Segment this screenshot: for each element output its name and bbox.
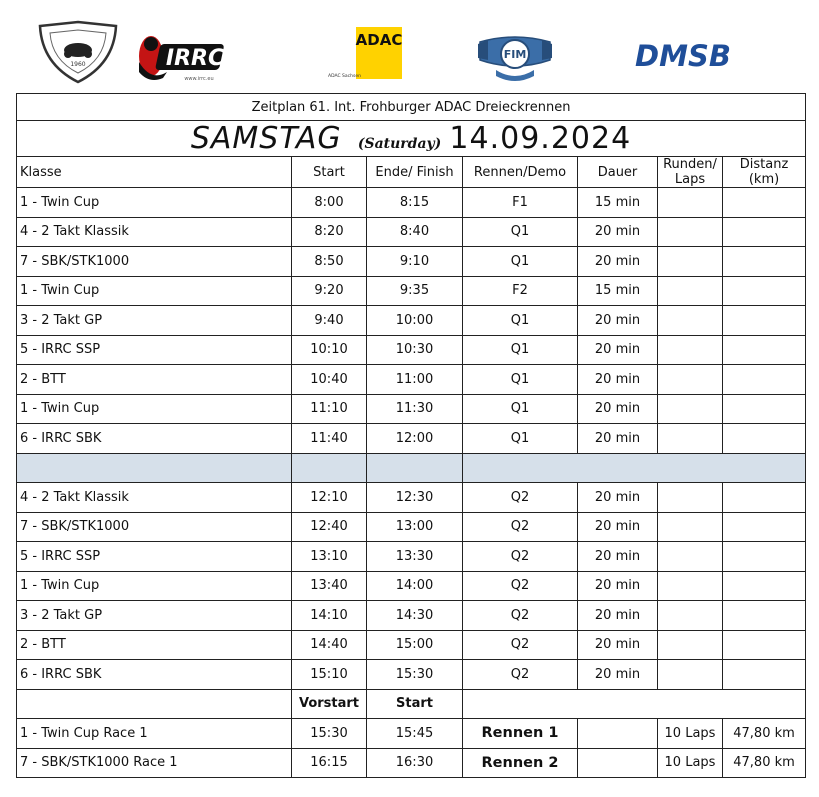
cell-distanz: 47,80 km <box>723 748 806 778</box>
cell-distanz <box>723 601 806 631</box>
header-runden-line2: Laps <box>674 172 706 187</box>
cell-klasse: 6 - IRRC SBK <box>17 424 292 454</box>
table-row <box>17 276 806 306</box>
cell-distanz <box>723 571 806 601</box>
cell-start: 8:00 <box>292 188 367 218</box>
table-row <box>17 660 806 690</box>
cell-rennen: Rennen 2 <box>463 748 578 778</box>
header-race-start: Start <box>367 689 463 719</box>
cell-klasse: 2 - BTT <box>17 365 292 395</box>
header-start: Start <box>292 157 367 188</box>
frohburger-dreieck-logo <box>36 20 120 84</box>
sponsor-logo-strip <box>0 0 819 90</box>
table-row <box>17 630 806 660</box>
cell-ende: 14:00 <box>367 571 463 601</box>
cell-rennen: Q1 <box>463 335 578 365</box>
cell-start: 12:40 <box>292 512 367 542</box>
cell-start: 15:45 <box>367 719 463 749</box>
cell-runden <box>658 188 723 218</box>
race-header-row <box>17 689 806 719</box>
cell-distanz <box>723 660 806 690</box>
cell-dauer: 15 min <box>578 276 658 306</box>
cell-distanz <box>723 306 806 336</box>
cell-vorstart: 15:30 <box>292 719 367 749</box>
cell-ende: 12:00 <box>367 424 463 454</box>
break-row <box>17 453 806 483</box>
cell-runden <box>658 542 723 572</box>
header-ende: Ende/ Finish <box>367 157 463 188</box>
table-row <box>17 217 806 247</box>
cell-distanz <box>723 276 806 306</box>
cell-start: 8:20 <box>292 217 367 247</box>
header-dauer: Dauer <box>578 157 658 188</box>
cell-laps: 10 Laps <box>658 719 723 749</box>
cell-distanz <box>723 424 806 454</box>
header-distanz-line1: Distanz <box>739 157 789 172</box>
day-heading <box>17 121 806 157</box>
column-header-row <box>17 157 806 188</box>
cell-start: 10:10 <box>292 335 367 365</box>
cell-klasse: 1 - Twin Cup <box>17 571 292 601</box>
cell-runden <box>658 335 723 365</box>
day-row <box>17 121 806 157</box>
cell-start: 14:10 <box>292 601 367 631</box>
cell-klasse: 3 - 2 Takt GP <box>17 601 292 631</box>
cell-ende: 10:00 <box>367 306 463 336</box>
cell-klasse: 1 - Twin Cup Race 1 <box>17 719 292 749</box>
table-row <box>17 188 806 218</box>
table-row <box>17 365 806 395</box>
cell-rennen: Q2 <box>463 571 578 601</box>
cell-laps: 10 Laps <box>658 748 723 778</box>
cell-start: 11:10 <box>292 394 367 424</box>
day-name: SAMSTAG <box>190 121 342 156</box>
cell-rennen: Q2 <box>463 512 578 542</box>
cell-dauer: 20 min <box>578 512 658 542</box>
cell-runden <box>658 571 723 601</box>
dmsb-logo <box>610 40 756 72</box>
adac-sub-text: ADAC Sachsen <box>328 74 361 79</box>
header-distanz-line2: (km) <box>748 172 780 187</box>
cell-rennen: Q2 <box>463 630 578 660</box>
cell-start: 13:10 <box>292 542 367 572</box>
cell-dauer: 20 min <box>578 630 658 660</box>
cell-distanz <box>723 630 806 660</box>
table-row <box>17 512 806 542</box>
cell-dauer: 20 min <box>578 542 658 572</box>
cell-runden <box>658 394 723 424</box>
cell-klasse: 1 - Twin Cup <box>17 276 292 306</box>
irrc-url-text: www.irrc.eu <box>184 76 214 82</box>
cell-ende: 15:30 <box>367 660 463 690</box>
cell-distanz <box>723 542 806 572</box>
header-runden-line1: Runden/ <box>663 157 717 172</box>
race-row <box>17 748 806 778</box>
fim-europe-logo <box>476 34 554 84</box>
cell-klasse: 4 - 2 Takt Klassik <box>17 483 292 513</box>
cell-klasse: 5 - IRRC SSP <box>17 335 292 365</box>
table-row <box>17 394 806 424</box>
cell-runden <box>658 365 723 395</box>
cell-start: 13:40 <box>292 571 367 601</box>
cell-runden <box>658 630 723 660</box>
cell-dauer: 20 min <box>578 365 658 395</box>
dmsb-logo-text: DMSB <box>635 40 731 72</box>
title-row <box>17 94 806 121</box>
cell-dauer: 20 min <box>578 306 658 336</box>
cell-runden <box>658 217 723 247</box>
break-cell <box>292 453 367 483</box>
header-distanz <box>723 157 806 188</box>
cell-ende: 10:30 <box>367 335 463 365</box>
race-header-empty <box>17 689 292 719</box>
cell-rennen: Q1 <box>463 217 578 247</box>
cell-start: 9:20 <box>292 276 367 306</box>
race-header-empty <box>463 689 806 719</box>
cell-runden <box>658 306 723 336</box>
cell-ende: 13:30 <box>367 542 463 572</box>
cell-runden <box>658 483 723 513</box>
cell-runden <box>658 276 723 306</box>
cell-ende: 9:10 <box>367 247 463 277</box>
break-cell <box>17 453 292 483</box>
cell-ende: 15:00 <box>367 630 463 660</box>
header-klasse: Klasse <box>17 157 292 188</box>
irrc-logo-text: IRRC <box>165 46 225 71</box>
day-date: 14.09.2024 <box>449 121 632 156</box>
cell-distanz <box>723 247 806 277</box>
adac-logo-text: ADAC <box>355 31 403 49</box>
cell-rennen: Q2 <box>463 483 578 513</box>
cell-rennen: Q1 <box>463 365 578 395</box>
cell-dauer: 20 min <box>578 394 658 424</box>
cell-runden <box>658 660 723 690</box>
fim-logo-text: FIM <box>503 48 527 61</box>
cell-klasse: 1 - Twin Cup <box>17 394 292 424</box>
cell-start: 8:50 <box>292 247 367 277</box>
cell-klasse: 1 - Twin Cup <box>17 188 292 218</box>
header-runden <box>658 157 723 188</box>
schedule-body <box>17 94 806 778</box>
header-vorstart: Vorstart <box>292 689 367 719</box>
cell-rennen: F2 <box>463 276 578 306</box>
cell-distanz <box>723 365 806 395</box>
cell-rennen: Q1 <box>463 394 578 424</box>
cell-dauer: 20 min <box>578 217 658 247</box>
cell-ende: 14:30 <box>367 601 463 631</box>
cell-distanz <box>723 335 806 365</box>
schedule-table <box>16 93 806 778</box>
cell-vorstart: 16:15 <box>292 748 367 778</box>
cell-rennen: Q2 <box>463 601 578 631</box>
cell-rennen: Q1 <box>463 247 578 277</box>
cell-start: 10:40 <box>292 365 367 395</box>
cell-distanz <box>723 512 806 542</box>
table-row <box>17 335 806 365</box>
cell-distanz <box>723 217 806 247</box>
cell-dauer <box>578 748 658 778</box>
header-rennen: Rennen/Demo <box>463 157 578 188</box>
cell-rennen: F1 <box>463 188 578 218</box>
cell-klasse: 5 - IRRC SSP <box>17 542 292 572</box>
cell-klasse: 3 - 2 Takt GP <box>17 306 292 336</box>
cell-runden <box>658 512 723 542</box>
adac-logo <box>326 27 404 79</box>
cell-ende: 13:00 <box>367 512 463 542</box>
cell-start: 14:40 <box>292 630 367 660</box>
cell-rennen: Q1 <box>463 306 578 336</box>
cell-rennen: Q1 <box>463 424 578 454</box>
cell-ende: 11:30 <box>367 394 463 424</box>
cell-distanz <box>723 394 806 424</box>
cell-ende: 11:00 <box>367 365 463 395</box>
cell-rennen: Q2 <box>463 660 578 690</box>
cell-klasse: 7 - SBK/STK1000 <box>17 247 292 277</box>
table-row <box>17 247 806 277</box>
cell-ende: 9:35 <box>367 276 463 306</box>
cell-rennen: Q2 <box>463 542 578 572</box>
cell-start: 12:10 <box>292 483 367 513</box>
cell-distanz: 47,80 km <box>723 719 806 749</box>
cell-dauer: 20 min <box>578 424 658 454</box>
event-title: Zeitplan 61. Int. Frohburger ADAC Dreieckrennen <box>17 94 806 121</box>
cell-dauer: 20 min <box>578 571 658 601</box>
cell-klasse: 7 - SBK/STK1000 <box>17 512 292 542</box>
cell-dauer: 20 min <box>578 483 658 513</box>
cell-distanz <box>723 188 806 218</box>
table-row <box>17 306 806 336</box>
cell-runden <box>658 247 723 277</box>
cell-dauer: 20 min <box>578 601 658 631</box>
cell-distanz <box>723 483 806 513</box>
race-row <box>17 719 806 749</box>
cell-start: 11:40 <box>292 424 367 454</box>
table-row <box>17 571 806 601</box>
table-row <box>17 542 806 572</box>
cell-dauer: 20 min <box>578 247 658 277</box>
table-row <box>17 601 806 631</box>
cell-ende: 8:40 <box>367 217 463 247</box>
cell-rennen: Rennen 1 <box>463 719 578 749</box>
break-cell <box>367 453 463 483</box>
cell-dauer: 20 min <box>578 660 658 690</box>
cell-start: 9:40 <box>292 306 367 336</box>
cell-klasse: 6 - IRRC SBK <box>17 660 292 690</box>
cell-ende: 8:15 <box>367 188 463 218</box>
day-name-english: (Saturday) <box>357 136 442 152</box>
cell-dauer: 20 min <box>578 335 658 365</box>
frohburg-year-text: 1960 <box>70 61 86 68</box>
cell-start: 15:10 <box>292 660 367 690</box>
cell-start: 16:30 <box>367 748 463 778</box>
cell-klasse: 7 - SBK/STK1000 Race 1 <box>17 748 292 778</box>
cell-dauer: 15 min <box>578 188 658 218</box>
irrc-logo <box>133 32 231 84</box>
table-row <box>17 483 806 513</box>
cell-ende: 12:30 <box>367 483 463 513</box>
cell-klasse: 4 - 2 Takt Klassik <box>17 217 292 247</box>
cell-dauer <box>578 719 658 749</box>
break-cell <box>463 453 806 483</box>
cell-klasse: 2 - BTT <box>17 630 292 660</box>
cell-runden <box>658 424 723 454</box>
table-row <box>17 424 806 454</box>
cell-runden <box>658 601 723 631</box>
